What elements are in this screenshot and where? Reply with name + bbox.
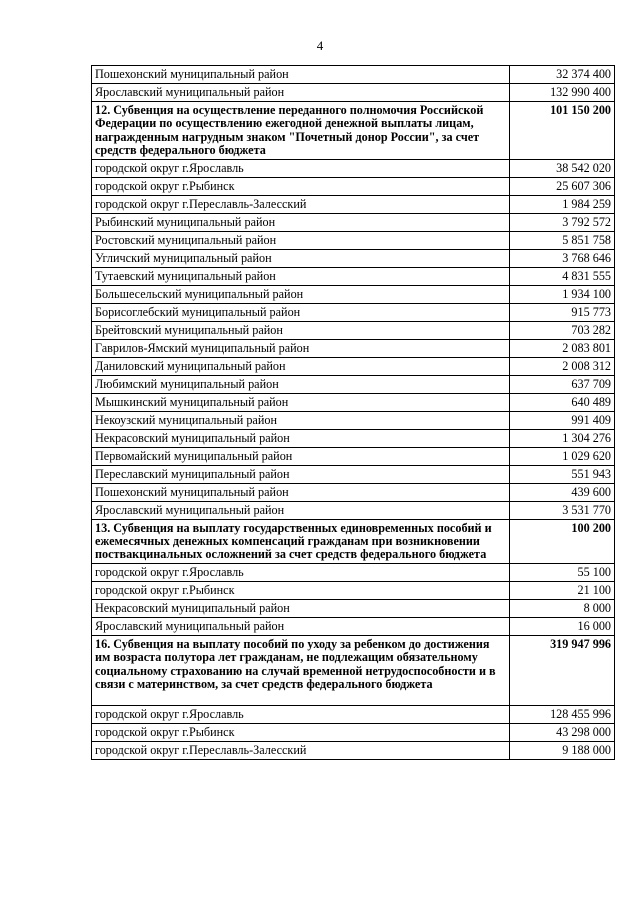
amount-value: 2 008 312 [510, 357, 615, 375]
municipality-name: Тутаевский муниципальный район [92, 267, 510, 285]
table-row [92, 465, 615, 483]
amount-value: 128 455 996 [510, 706, 615, 724]
section-total: 319 947 996 [510, 635, 615, 706]
amount-value: 5 851 758 [510, 231, 615, 249]
table-row [92, 213, 615, 231]
amount-value: 915 773 [510, 303, 615, 321]
municipality-name: Гаврилов-Ямский муниципальный район [92, 339, 510, 357]
table-row [92, 501, 615, 519]
table-row [92, 483, 615, 501]
table-row [92, 285, 615, 303]
amount-value: 3 531 770 [510, 501, 615, 519]
section-total: 101 150 200 [510, 102, 615, 160]
amount-value: 8 000 [510, 599, 615, 617]
table-row [92, 249, 615, 267]
table-row [92, 599, 615, 617]
municipality-name: городской округ г.Рыбинск [92, 724, 510, 742]
municipality-name: городской округ г.Ярославль [92, 159, 510, 177]
municipality-name: Любимский муниципальный район [92, 375, 510, 393]
amount-value: 25 607 306 [510, 177, 615, 195]
municipality-name: городской округ г.Ярославль [92, 563, 510, 581]
municipality-name: Даниловский муниципальный район [92, 357, 510, 375]
amount-value: 551 943 [510, 465, 615, 483]
amount-value: 1 984 259 [510, 195, 615, 213]
municipality-name: Угличский муниципальный район [92, 249, 510, 267]
amount-value: 1 304 276 [510, 429, 615, 447]
section-total: 100 200 [510, 519, 615, 563]
section-title: 16. Субвенция на выплату пособий по уходу за ребенком до достижения им возраста полутора лет гражданам, не подлежащим обязательному социальному страхованию на случай временной нетрудоспособности и в связи с материнством, за счет средств федерального бюджета [92, 635, 510, 706]
amount-value: 991 409 [510, 411, 615, 429]
table-row [92, 411, 615, 429]
amount-value: 43 298 000 [510, 724, 615, 742]
municipality-name: Ростовский муниципальный район [92, 231, 510, 249]
section-row [92, 635, 615, 706]
municipality-name: Ярославский муниципальный район [92, 501, 510, 519]
municipality-name: Ярославский муниципальный район [92, 84, 510, 102]
table-row [92, 742, 615, 760]
amount-value: 32 374 400 [510, 66, 615, 84]
table-row [92, 429, 615, 447]
municipality-name: городской округ г.Рыбинск [92, 581, 510, 599]
amount-value: 439 600 [510, 483, 615, 501]
table-row [92, 563, 615, 581]
table-row [92, 84, 615, 102]
amount-value: 1 934 100 [510, 285, 615, 303]
municipality-name: Брейтовский муниципальный район [92, 321, 510, 339]
municipality-name: Пошехонский муниципальный район [92, 483, 510, 501]
table-row [92, 357, 615, 375]
amount-value: 9 188 000 [510, 742, 615, 760]
municipality-name: Некрасовский муниципальный район [92, 599, 510, 617]
section-row [92, 519, 615, 563]
municipality-name: Переславский муниципальный район [92, 465, 510, 483]
table-row [92, 724, 615, 742]
municipality-name: Рыбинский муниципальный район [92, 213, 510, 231]
table-row [92, 581, 615, 599]
amount-value: 703 282 [510, 321, 615, 339]
municipality-name: городской округ г.Рыбинск [92, 177, 510, 195]
municipality-name: Борисоглебский муниципальный район [92, 303, 510, 321]
amount-value: 1 029 620 [510, 447, 615, 465]
amount-value: 2 083 801 [510, 339, 615, 357]
amount-value: 38 542 020 [510, 159, 615, 177]
table-row [92, 231, 615, 249]
table-row [92, 195, 615, 213]
municipality-name: Ярославский муниципальный район [92, 617, 510, 635]
section-row [92, 102, 615, 160]
amount-value: 640 489 [510, 393, 615, 411]
municipality-name: Первомайский муниципальный район [92, 447, 510, 465]
table-row [92, 159, 615, 177]
municipality-name: городской округ г.Переславль-Залесский [92, 742, 510, 760]
table-row [92, 393, 615, 411]
table-row [92, 267, 615, 285]
amount-value: 132 990 400 [510, 84, 615, 102]
table-row [92, 447, 615, 465]
table-row [92, 66, 615, 84]
subvention-table [91, 65, 615, 760]
table-row [92, 706, 615, 724]
page-number: 4 [316, 38, 324, 53]
table-row [92, 177, 615, 195]
amount-value: 3 792 572 [510, 213, 615, 231]
amount-value: 16 000 [510, 617, 615, 635]
amount-value: 4 831 555 [510, 267, 615, 285]
municipality-name: Пошехонский муниципальный район [92, 66, 510, 84]
table-row [92, 321, 615, 339]
amount-value: 21 100 [510, 581, 615, 599]
municipality-name: Некоузский муниципальный район [92, 411, 510, 429]
table-row [92, 375, 615, 393]
section-title: 13. Субвенция на выплату государственных единовременных пособий и ежемесячных денежных компенсаций гражданам при возникновении поствакцинальных осложнений за счет средств федерального бюджета [92, 519, 510, 563]
table-row [92, 617, 615, 635]
municipality-name: городской округ г.Ярославль [92, 706, 510, 724]
table-row [92, 303, 615, 321]
amount-value: 55 100 [510, 563, 615, 581]
municipality-name: городской округ г.Переславль-Залесский [92, 195, 510, 213]
section-title: 12. Субвенция на осуществление переданного полномочия Российской Федерации по осуществлению ежегодной денежной выплаты лицам, награжденным нагрудным знаком "Почетный донор России", за счет средств федерального бюджета [92, 102, 510, 160]
amount-value: 637 709 [510, 375, 615, 393]
table-row [92, 339, 615, 357]
municipality-name: Некрасовский муниципальный район [92, 429, 510, 447]
municipality-name: Большесельский муниципальный район [92, 285, 510, 303]
municipality-name: Мышкинский муниципальный район [92, 393, 510, 411]
amount-value: 3 768 646 [510, 249, 615, 267]
